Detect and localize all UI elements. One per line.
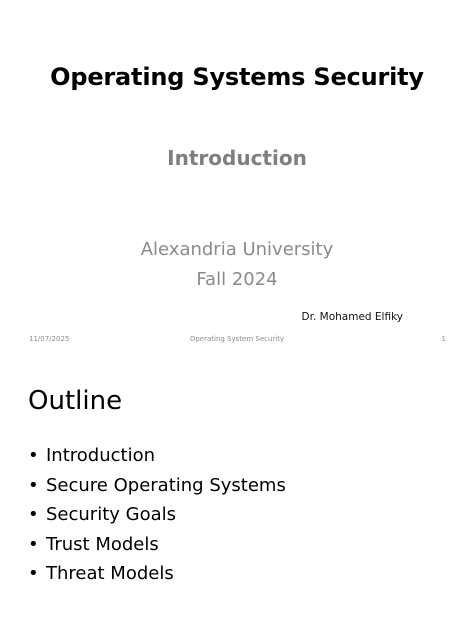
- list-item-label: Trust Models: [46, 533, 159, 555]
- outline-slide: [0, 352, 474, 632]
- list-item: [28, 441, 286, 471]
- list-item-label: Threat Models: [46, 563, 174, 584]
- bullet-icon: •: [28, 533, 39, 555]
- slide-title: Operating Systems Security: [50, 63, 424, 91]
- footer-date: 11/07/2025: [29, 335, 70, 343]
- outline-list: [28, 441, 286, 589]
- list-item: [28, 559, 286, 589]
- outline-title: Outline: [28, 386, 123, 416]
- slide-subtitle: Introduction: [167, 146, 307, 170]
- bullet-icon: •: [28, 504, 39, 525]
- list-item-label: Security Goals: [46, 504, 177, 525]
- list-item: [28, 471, 286, 501]
- footer-page-number: 1: [441, 335, 446, 343]
- bullet-icon: •: [28, 445, 39, 466]
- author-name: Dr. Mohamed Elfiky: [301, 311, 403, 323]
- footer-title: Operating System Security: [189, 335, 285, 343]
- term-label: Fall 2024: [196, 269, 278, 290]
- list-item-label: Introduction: [46, 445, 156, 466]
- list-item-label: Secure Operating Systems: [46, 474, 286, 496]
- university-name: Alexandria University: [140, 239, 334, 260]
- list-item: [28, 530, 286, 560]
- list-item: [28, 500, 286, 530]
- bullet-icon: •: [28, 563, 39, 584]
- bullet-icon: •: [28, 474, 39, 496]
